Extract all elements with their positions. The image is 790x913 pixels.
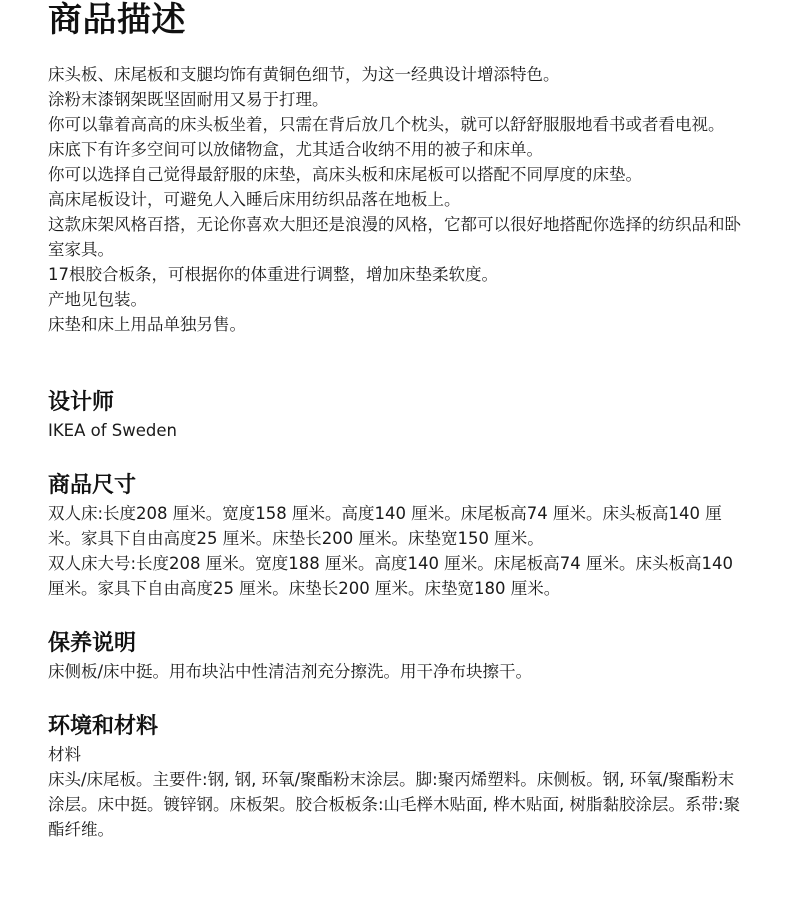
description-paragraph: 产地见包装。 [48,290,147,309]
description-paragraph: 床底下有许多空间可以放储物盒，尤其适合收纳不用的被子和床单。 [48,140,543,159]
description-paragraph: 你可以选择自己觉得最舒服的床垫，高床头板和床尾板可以搭配不同厚度的床垫。 [48,165,642,184]
environment-section [48,712,748,842]
designer-heading: 设计师 [48,390,115,415]
description-paragraph: 床垫和床上用品单独另售。 [48,315,246,334]
description-paragraph: 涂粉末漆钢架既坚固耐用又易于打理。 [48,90,329,109]
care-section [48,629,748,684]
care-text: 床侧板/床中挺。用布块沾中性清洁剂充分擦洗。用干净布块擦干。 [48,662,533,681]
environment-heading: 环境和材料 [48,714,159,739]
product-description-title: 商品描述 [48,0,186,40]
designer-section [48,388,748,443]
dimensions-line: 双人床大号:长度208 厘米。宽度188 厘米。高度140 厘米。床尾板高74 厘米。床头板高140 厘米。家具下自由高度25 厘米。床垫长200 厘米。床垫宽180 厘米。 [48,554,734,598]
description-paragraph: 你可以靠着高高的床头板坐着，只需在背后放几个枕头，就可以舒舒服服地看书或者看电视。 [48,115,725,134]
dimensions-heading: 商品尺寸 [48,473,137,498]
materials-text: 床头/床尾板。主要件:钢, 钢, 环氧/聚酯粉末涂层。脚:聚丙烯塑料。床侧板。钢, 环氧/聚酯粉末涂层。床中挺。镀锌钢。床板架。胶合板板条:山毛榉木贴面, 桦木贴面, 树脂黏胶涂层。系带:聚酯纤维。 [48,770,741,839]
dimensions-section [48,471,748,601]
description-paragraph: 床头板、床尾板和支腿均饰有黄铜色细节，为这一经典设计增添特色。 [48,65,560,84]
materials-subtitle: 材料 [48,745,81,764]
description-paragraph: 高床尾板设计，可避免人入睡后床用纺织品落在地板上。 [48,190,461,209]
product-description-list [48,62,748,337]
designer-name: IKEA of Sweden [48,421,177,440]
description-paragraph: 这款床架风格百搭，无论你喜欢大胆还是浪漫的风格，它都可以很好地搭配你选择的纺织品和卧室家具。 [48,215,741,259]
care-heading: 保养说明 [48,631,137,656]
dimensions-line: 双人床:长度208 厘米。宽度158 厘米。高度140 厘米。床尾板高74 厘米。床头板高140 厘米。家具下自由高度25 厘米。床垫长200 厘米。床垫宽150 厘米。 [48,504,722,548]
description-paragraph: 17根胶合板条，可根据你的体重进行调整，增加床垫柔软度。 [48,265,498,284]
